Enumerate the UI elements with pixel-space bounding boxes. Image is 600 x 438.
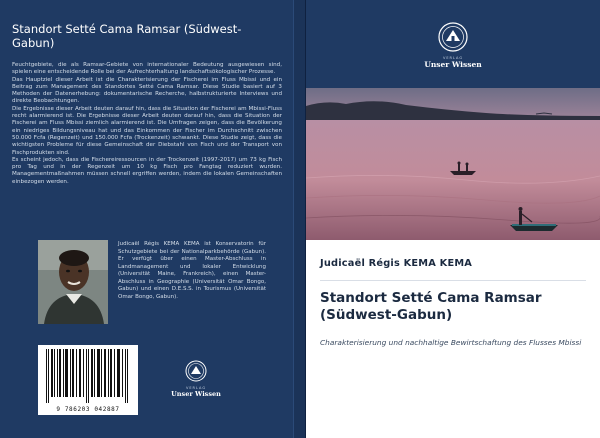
barcode-icon xyxy=(44,349,132,403)
book-subtitle: Charakterisierung und nachhaltige Bewirtschaftung des Flusses Mbissi xyxy=(320,338,582,347)
blurb-paragraph: Das Hauptziel dieser Arbeit ist die Charakterisierung der Fischerei im Fluss Mbissi und ein Beitrag zum Management des Standortes Setté Cama Ramsar. Diese Studie basiert auf 3 Methoden der Datenerhebung: dokumentarische Recherche, halbstrukturierte Interviews und direkte Beobachtungen. xyxy=(12,76,282,105)
book-spine xyxy=(293,0,306,438)
cover-photo-river xyxy=(306,88,600,240)
publisher-emblem-icon xyxy=(185,360,207,382)
book-title xyxy=(320,290,590,324)
back-cover-blurb xyxy=(12,62,282,186)
blurb-paragraph: Die Ergebnisse dieser Arbeit deuten darauf hin, dass die Situation der Fischerei am Mbissi-Fluss recht alarmierend ist. Die Ergebnisse dieser Arbeit deuten darauf hin, dass die Situation der Fischerei am Fluss Mbissi ziemlich alarmierend ist. Die Umfragen zeigen, dass die Bevölkerung ein niedriges Bildungsniveau hat und das Einkommen der Fischer im Durchschnitt zwischen 50.000 Fcfa (Regenzeit) und 150.000 Fcfa (Trockenzeit) schwankt. Diese Studie zeigt, dass die wichtigsten Probleme für diese Gemeinschaft der Diebstahl von Fisch und der Transport von Fischprodukten sind. xyxy=(12,105,282,156)
author-photo xyxy=(38,240,108,324)
publisher-name: Unser Wissen xyxy=(171,390,221,398)
publisher-name: Unser Wissen xyxy=(424,60,482,69)
back-cover xyxy=(0,0,293,438)
title-line-2: (Südwest-Gabun) xyxy=(320,307,453,323)
back-publisher-logo xyxy=(166,360,226,398)
publisher-tag: VERLAG xyxy=(442,56,464,60)
back-cover-title xyxy=(12,22,284,50)
publisher-emblem-icon xyxy=(438,22,468,52)
blurb-paragraph: Feuchtgebiete, die als Ramsar-Gebiete von internationaler Bedeutung ausgewiesen sind, spielen eine entscheidende Rolle bei der Aufrechterhaltung landschaftsökologischer Prozesse. xyxy=(12,62,282,76)
blurb-paragraph: Es scheint jedoch, dass die Fischereiressourcen in der Trockenzeit (1997-2017) um 73 kg Fisch pro Tag und in der Regenzeit um 10 kg Fisch pro Fangtag reduziert wurden. Managementmaßnahmen müssen schnell ergriffen werden, indem die lokalen Gemeinschaften einbezogen werden. xyxy=(12,156,282,185)
author-bio: Judicaël Régis KEMA KEMA ist Konservatorin für Schutzgebiete bei der Nationalparkbehörde (Gabun). Er verfügt über einen Master-Abschluss in Landmanagement und lokaler Entwicklung (Universität Maine, Frankreich), einen Master-Abschluss in Geographie (Universität Omar Bongo, Gabun) und einen D.E.S.S. in Tourismus (Universität Omar Bongo, Gabun). xyxy=(118,241,266,300)
front-author-name: Judicaël Régis KEMA KEMA xyxy=(320,258,473,269)
publisher-tag: VERLAG xyxy=(185,386,207,390)
river-fishing-photo-icon xyxy=(306,88,600,240)
title-divider xyxy=(320,280,586,281)
back-title-line-1: Standort Setté Cama Ramsar (Südwest- xyxy=(12,22,242,36)
title-line-1: Standort Setté Cama Ramsar xyxy=(320,290,542,306)
back-title-line-2: Gabun) xyxy=(12,36,55,50)
isbn-number: 9 786203 042887 xyxy=(56,406,120,413)
author-portrait-icon xyxy=(38,240,108,324)
front-cover xyxy=(306,0,600,438)
front-cover-header xyxy=(306,0,600,88)
front-publisher-logo xyxy=(418,22,488,69)
isbn-barcode xyxy=(38,345,138,415)
